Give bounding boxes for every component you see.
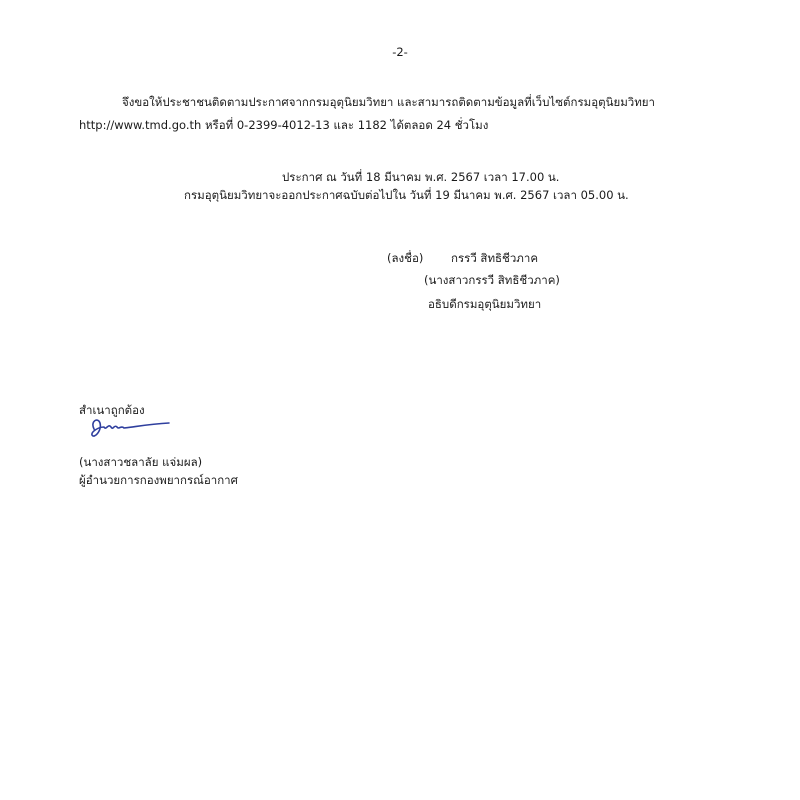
body-paragraph-line-1: จึงขอให้ประชาชนติดตามประกาศจากกรมอุตุนิยมวิทยา และสามารถติดตามข้อมูลที่เว็บไซต์กรมอุตุนิยมวิทยา: [122, 95, 656, 109]
signature-label: (ลงชื่อ): [387, 251, 424, 265]
handwritten-signature-icon: [84, 415, 174, 441]
page-number: -2-: [392, 45, 408, 59]
next-announcement-line: กรมอุตุนิยมวิทยาจะออกประกาศฉบับต่อไปใน วันที่ 19 มีนาคม พ.ศ. 2567 เวลา 05.00 น.: [184, 188, 629, 202]
signatory-full-name: (นางสาวกรรวี สิทธิชีวภาค): [424, 273, 560, 287]
certified-copy-label: สำเนาถูกต้อง: [79, 403, 145, 417]
certified-copy-position: ผู้อำนวยการกองพยากรณ์อากาศ: [79, 473, 238, 487]
signatory-position: อธิบดีกรมอุตุนิยมวิทยา: [428, 297, 542, 311]
signatory-name: กรรวี สิทธิชีวภาค: [451, 251, 539, 265]
body-paragraph-line-2: http://www.tmd.go.th หรือที่ 0-2399-4012-13 และ 1182 ได้ตลอด 24 ชั่วโมง: [79, 118, 489, 132]
announcement-date-line: ประกาศ ณ วันที่ 18 มีนาคม พ.ศ. 2567 เวลา 17.00 น.: [282, 170, 560, 184]
certified-copy-name: (นางสาวชลาลัย แจ่มผล): [79, 455, 203, 469]
